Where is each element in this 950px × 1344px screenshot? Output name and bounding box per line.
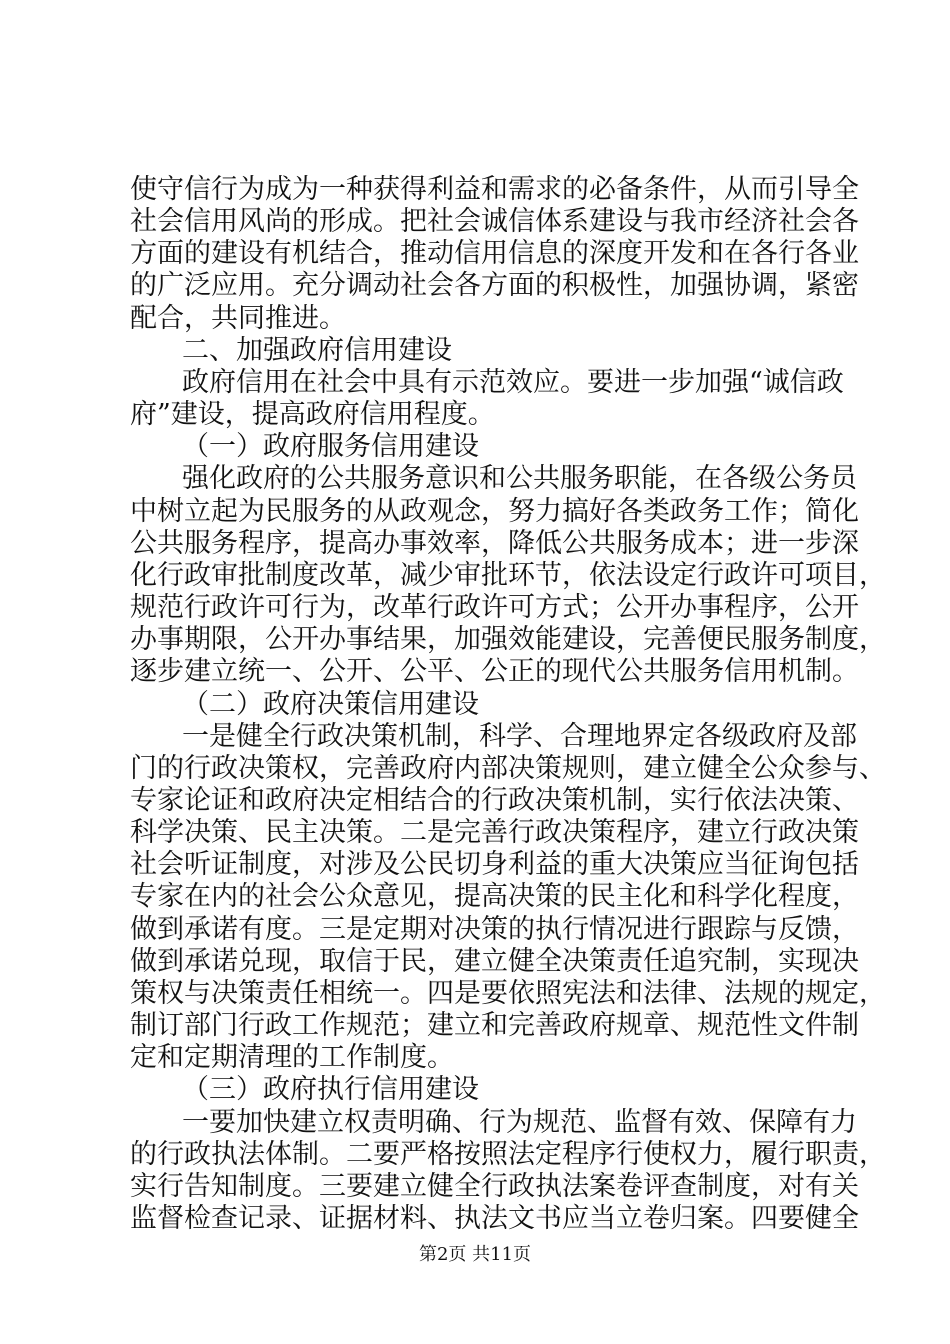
page-number-footer: 第2页 共11页 <box>418 1244 532 1265</box>
body-text-line: 一要加快建立权责明确、行为规范、监督有效、保障有力 <box>182 1107 857 1138</box>
body-text-line: 专家在内的社会公众意见，提高决策的民主化和科学化程度， <box>130 881 859 912</box>
body-text-line: 社会听证制度，对涉及公民切身利益的重大决策应当征询包括 <box>130 849 859 880</box>
body-text-line: 化行政审批制度改革，减少审批环节，依法设定行政许可项目， <box>130 560 886 591</box>
body-text-line: 策权与决策责任相统一。四是要依照宪法和法律、法规的规定， <box>130 978 886 1009</box>
body-text-line: 配合，共同推进。 <box>130 303 346 334</box>
body-text-line: 监督检查记录、证据材料、执法文书应当立卷归案。四要健全 <box>130 1203 859 1234</box>
body-text-line: 公共服务程序，提高办事效率，降低公共服务成本；进一步深 <box>130 528 859 559</box>
subsection-heading: （二）政府决策信用建设 <box>182 689 479 720</box>
body-text-line: 方面的建设有机结合，推动信用信息的深度开发和在各行各业 <box>130 238 859 269</box>
body-text-line: 做到承诺有度。三是定期对决策的执行情况进行跟踪与反馈， <box>130 914 859 945</box>
body-text-line: 一是健全行政决策机制，科学、合理地界定各级政府及部 <box>182 721 857 752</box>
subsection-heading: （三）政府执行信用建设 <box>182 1074 479 1105</box>
body-text-line: 定和定期清理的工作制度。 <box>130 1042 454 1073</box>
body-text-line: 专家论证和政府决定相结合的行政决策机制，实行依法决策、 <box>130 785 859 816</box>
body-text-line: 门的行政决策权，完善政府内部决策规则，建立健全公众参与、 <box>130 753 886 784</box>
body-text-line: 政府信用在社会中具有示范效应。要进一步加强“诚信政 <box>182 367 844 398</box>
body-text-line: 办事期限，公开办事结果，加强效能建设，完善便民服务制度， <box>130 624 886 655</box>
body-text-line: 实行告知制度。三要建立健全行政执法案卷评查制度，对有关 <box>130 1171 859 1202</box>
body-text-line: 中树立起为民服务的从政观念，努力搞好各类政务工作；简化 <box>130 496 859 527</box>
body-text-line: 使守信行为成为一种获得利益和需求的必备条件，从而引导全 <box>130 174 859 205</box>
body-text-line: 强化政府的公共服务意识和公共服务职能，在各级公务员 <box>182 463 857 494</box>
section-heading: 二、加强政府信用建设 <box>182 335 452 366</box>
body-text-line: 的行政执法体制。二要严格按照法定程序行使权力，履行职责， <box>130 1139 886 1170</box>
body-text-line: 府”建设，提高政府信用程度。 <box>130 399 495 430</box>
body-text-line: 的广泛应用。充分调动社会各方面的积极性，加强协调，紧密 <box>130 270 859 301</box>
body-text-line: 做到承诺兑现，取信于民，建立健全决策责任追究制，实现决 <box>130 946 859 977</box>
body-text-line: 规范行政许可行为，改革行政许可方式；公开办事程序，公开 <box>130 592 859 623</box>
body-text-line: 科学决策、民主决策。二是完善行政决策程序，建立行政决策 <box>130 817 859 848</box>
body-text-line: 社会信用风尚的形成。把社会诚信体系建设与我市经济社会各 <box>130 206 859 237</box>
body-text-line: 制订部门行政工作规范；建立和完善政府规章、规范性文件制 <box>130 1010 859 1041</box>
subsection-heading: （一）政府服务信用建设 <box>182 431 479 462</box>
body-text-line: 逐步建立统一、公开、公平、公正的现代公共服务信用机制。 <box>130 656 859 687</box>
